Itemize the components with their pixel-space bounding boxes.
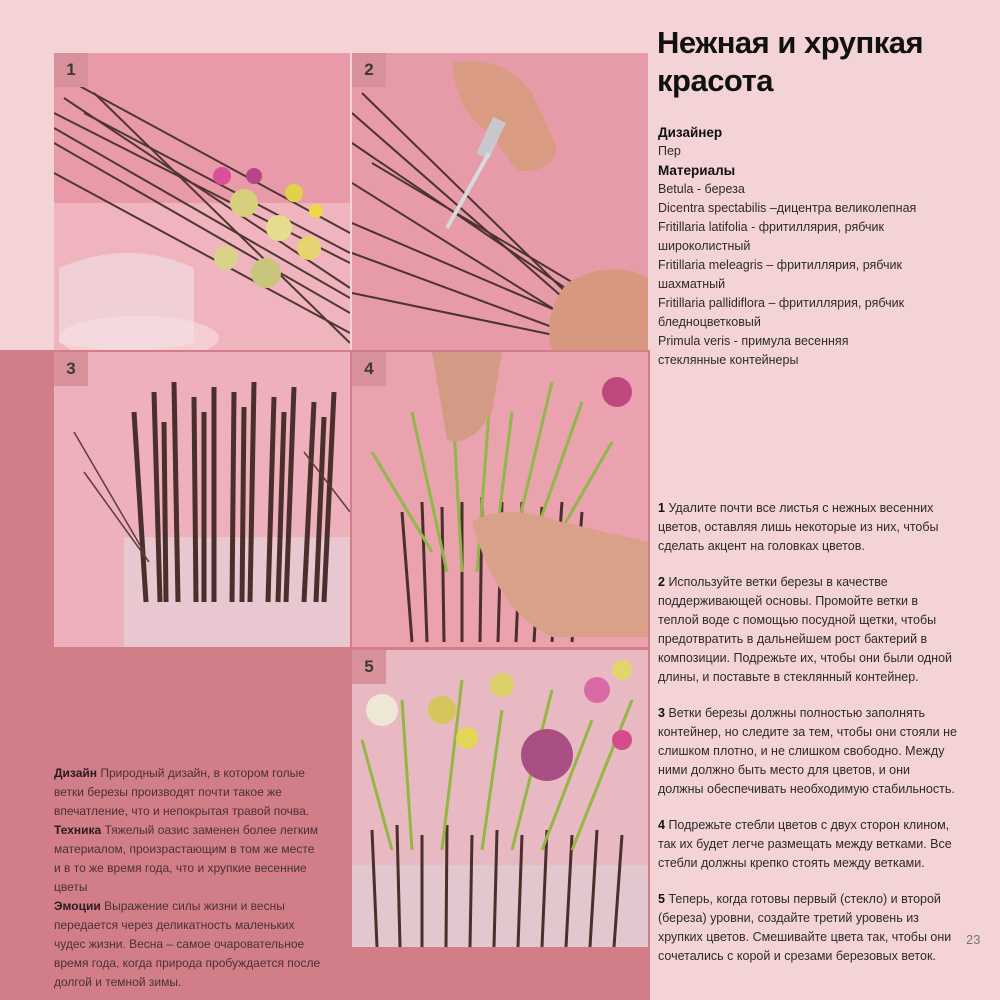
step-number-badge: 3 — [54, 352, 88, 386]
materials-heading: Материалы — [658, 163, 736, 178]
step-paragraph — [658, 816, 958, 873]
step-number: 5 — [658, 892, 665, 906]
material-item: бледноцветковый — [658, 315, 761, 329]
step-number: 3 — [658, 706, 665, 720]
page-number: 23 — [966, 932, 981, 947]
step-text: Подрежьте стебли цветов с двух сторон клином, так их будет легче размещать между ветками. Все стебли должны крепко стоять между ветками. — [658, 818, 952, 870]
step-number-badge: 5 — [352, 650, 386, 684]
step-number: 4 — [658, 818, 665, 832]
step-number: 2 — [658, 575, 665, 589]
photo-4 — [352, 352, 648, 647]
step-paragraph — [658, 499, 958, 556]
photo-3 — [54, 352, 350, 647]
designer-heading: Дизайнер — [658, 125, 723, 140]
step-number-badge: 4 — [352, 352, 386, 386]
step-text: Используйте ветки березы в качестве поддерживающей основы. Промойте ветки в теплой воде с помощью посудной щетки, чтобы предотвратить в дальнейшем рост бактерий в композиции. Подрежьте их, чтобы они были одной длины, и поставьте в стеклянный контейнер. — [658, 575, 953, 684]
description-paragraph — [54, 764, 324, 821]
step-number-badge: 2 — [352, 53, 386, 87]
step-number-badge: 1 — [54, 53, 88, 87]
photo-1 — [54, 53, 350, 350]
description-text: Природный дизайн, в котором голые ветки березы производят почти такое же впечатление, что и непокрытая травой почва. — [54, 766, 310, 818]
description-text: Тяжелый оазис заменен более легким материалом, произрастающим в том же месте и в то же время года, что и хрупкие весенние цветы — [54, 823, 319, 894]
page-title: Нежная и хрупкая красота — [657, 25, 924, 98]
material-item: Primula veris - примула весенняя — [658, 334, 849, 348]
material-item: широколистный — [658, 239, 751, 253]
step-paragraph — [658, 704, 958, 799]
material-item: шахматный — [658, 277, 726, 291]
step-paragraph — [658, 573, 958, 687]
design-description — [54, 764, 324, 992]
material-item: стеклянные контейнеры — [658, 353, 799, 367]
material-item: Fritillaria latifolia - фритиллярия, рябчик — [658, 220, 884, 234]
photo-2 — [352, 53, 648, 350]
material-item: Betula - береза — [658, 182, 745, 196]
step-text: Удалите почти все листья с нежных весенних цветов, оставляя лишь некоторые из них, чтобы сделать акцент на головках цветов. — [658, 501, 939, 553]
step-text: Теперь, когда готовы первый (стекло) и второй (береза) уровни, создайте третий уровень из хрупких цветов. Смешивайте цвета так, чтобы они сочетались с корой и срезами березовых веток. — [658, 892, 952, 963]
materials-list — [658, 123, 988, 370]
description-label: Техника — [54, 823, 102, 837]
description-label: Дизайн — [54, 766, 98, 780]
photo-5 — [352, 650, 648, 947]
description-text: Выражение силы жизни и весны передается через деликатность маленьких чудес жизни. Весна – самое очаровательное время года, когда природа пробуждается после долгой и темной зимы. — [54, 899, 321, 989]
material-item: Fritillaria pallidiflora – фритиллярия, рябчик — [658, 296, 905, 310]
instructions — [658, 499, 958, 983]
material-item: Dicentra spectabilis –дицентра великолепная — [658, 201, 917, 215]
material-item: Fritillaria meleagris – фритиллярия, рябчик — [658, 258, 903, 272]
description-paragraph — [54, 897, 324, 992]
step-number: 1 — [658, 501, 665, 515]
description-paragraph — [54, 821, 324, 897]
step-paragraph — [658, 890, 958, 966]
designer-name: Пер — [658, 144, 681, 158]
step-text: Ветки березы должны полностью заполнять контейнер, но следите за тем, чтобы они стояли не слишком плотно, и не слишком свободно. Между ними должно быть место для цветов, и они должны обеспечивать необходимую стабильность. — [658, 706, 957, 796]
description-label: Эмоции — [54, 899, 101, 913]
